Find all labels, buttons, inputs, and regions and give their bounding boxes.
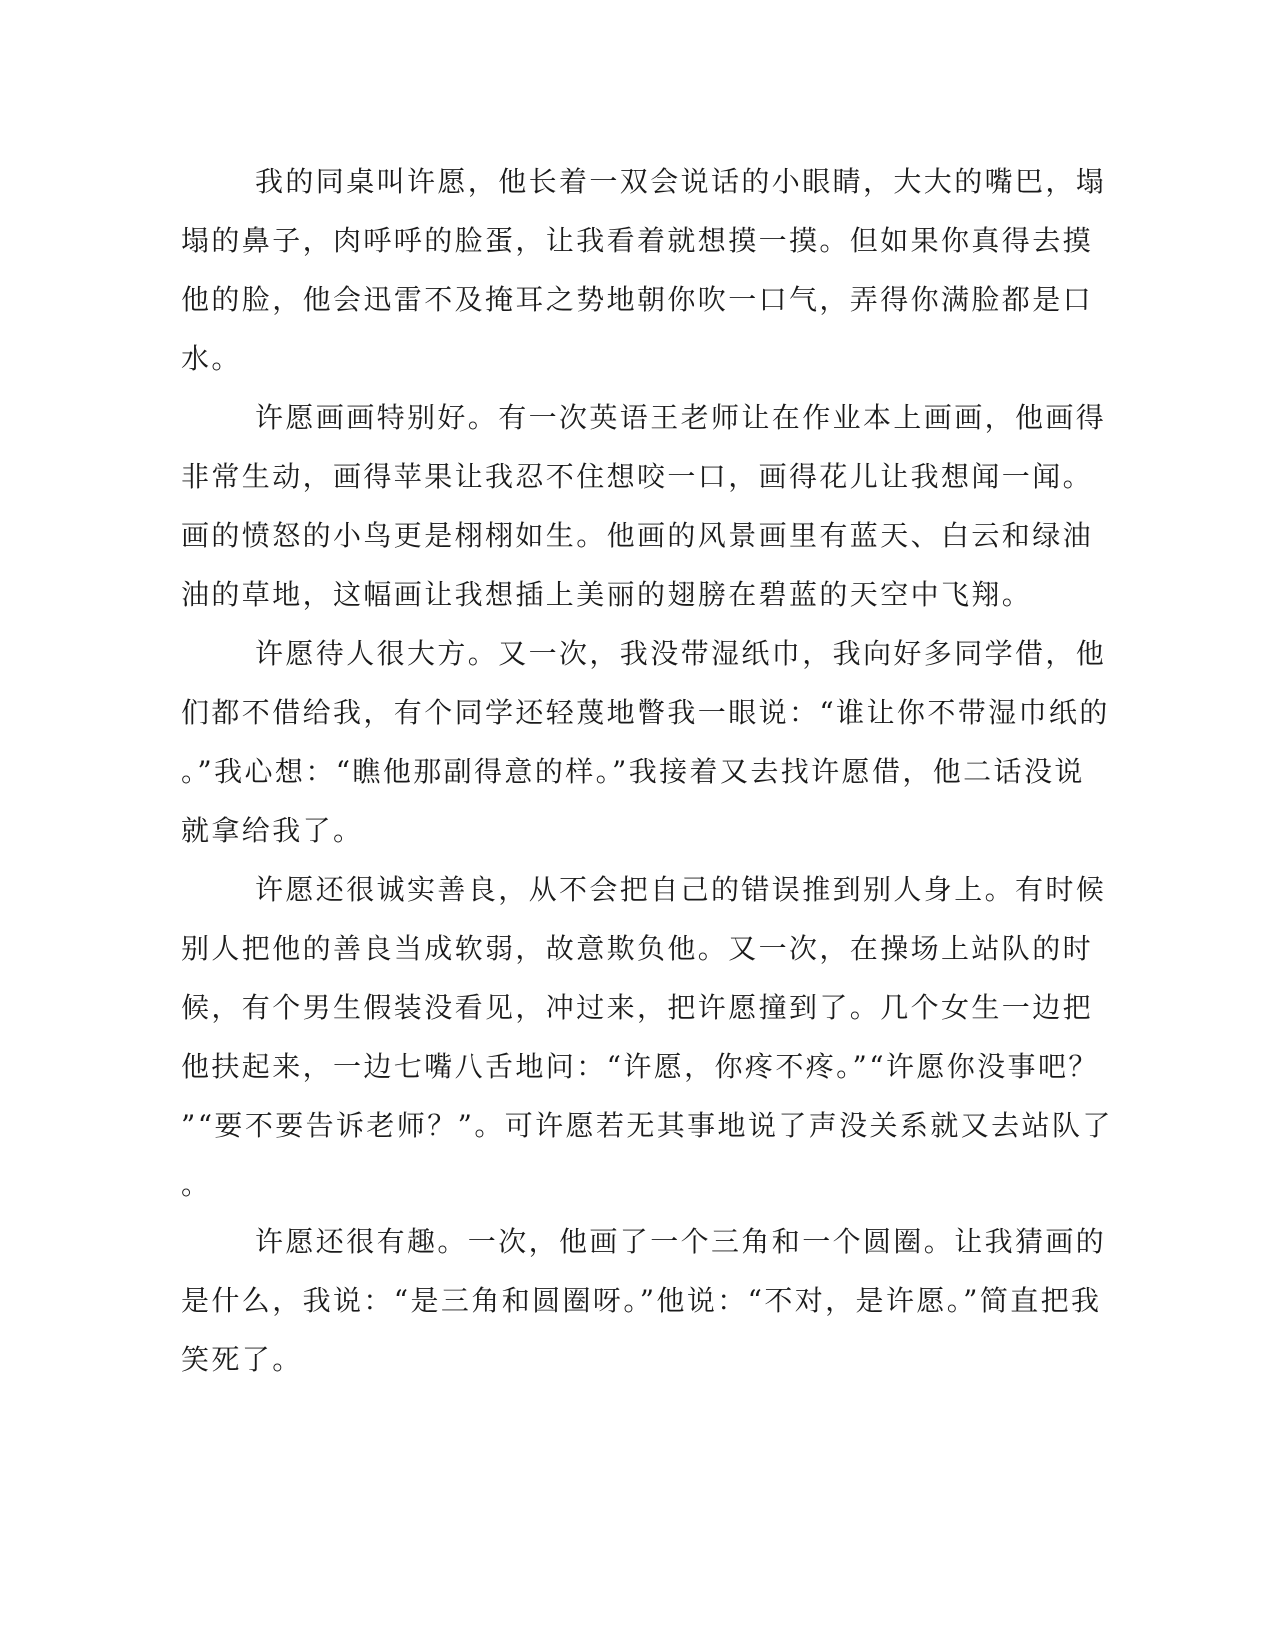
paragraph-line: 油的草地，这幅画让我想插上美丽的翅膀在碧蓝的天空中飞翔。	[181, 578, 1033, 611]
paragraph-line: 他的脸，他会迅雷不及掩耳之势地朝你吹一口气，弄得你满脸都是口	[181, 283, 1094, 316]
paragraph-line: 许愿还很有趣。一次，他画了一个三角和一个圆圈。让我猜画的	[255, 1225, 1107, 1258]
paragraph-line: 水。	[181, 342, 242, 375]
paragraph-line: 许愿还很诚实善良，从不会把自己的错误推到别人身上。有时候	[255, 873, 1107, 906]
paragraph-line: 。”我心想：“瞧他那副得意的样。”我接着又去找许愿借，他二话没说	[181, 755, 1085, 788]
paragraph-line: 许愿画画特别好。有一次英语王老师让在作业本上画画，他画得	[255, 401, 1107, 434]
paragraph-2	[181, 388, 1107, 624]
paragraph-line: 就拿给我了。	[181, 814, 364, 847]
paragraph-line: 非常生动，画得苹果让我忍不住想咬一口，画得花儿让我想闻一闻。	[181, 460, 1094, 493]
paragraph-line: 候，有个男生假装没看见，冲过来，把许愿撞到了。几个女生一边把	[181, 991, 1094, 1024]
paragraph-line: 。	[181, 1168, 212, 1201]
paragraph-3	[181, 624, 1110, 860]
paragraph-5	[181, 1212, 1107, 1389]
paragraph-line: 许愿待人很大方。又一次，我没带湿纸巾，我向好多同学借，他	[255, 637, 1107, 670]
paragraph-4	[181, 860, 1113, 1214]
paragraph-line: 笑死了。	[181, 1343, 303, 1376]
paragraph-line: 他扶起来，一边七嘴八舌地问：“许愿，你疼不疼。”“许愿你没事吧？	[181, 1050, 1099, 1083]
paragraph-1	[181, 152, 1107, 388]
paragraph-line: ”“要不要告诉老师？”。可许愿若无其事地说了声没关系就又去站队了	[181, 1109, 1113, 1142]
paragraph-line: 我的同桌叫许愿，他长着一双会说话的小眼睛，大大的嘴巴，塌	[255, 165, 1107, 198]
paragraph-line: 别人把他的善良当成软弱，故意欺负他。又一次，在操场上站队的时	[181, 932, 1094, 965]
paragraph-line: 画的愤怒的小鸟更是栩栩如生。他画的风景画里有蓝天、白云和绿油	[181, 519, 1094, 552]
paragraph-line: 们都不借给我，有个同学还轻蔑地瞥我一眼说：“谁让你不带湿巾纸的	[181, 696, 1110, 729]
paragraph-line: 塌的鼻子，肉呼呼的脸蛋，让我看着就想摸一摸。但如果你真得去摸	[181, 224, 1094, 257]
paragraph-line: 是什么，我说：“是三角和圆圈呀。”他说：“不对，是许愿。”简直把我	[181, 1284, 1102, 1317]
